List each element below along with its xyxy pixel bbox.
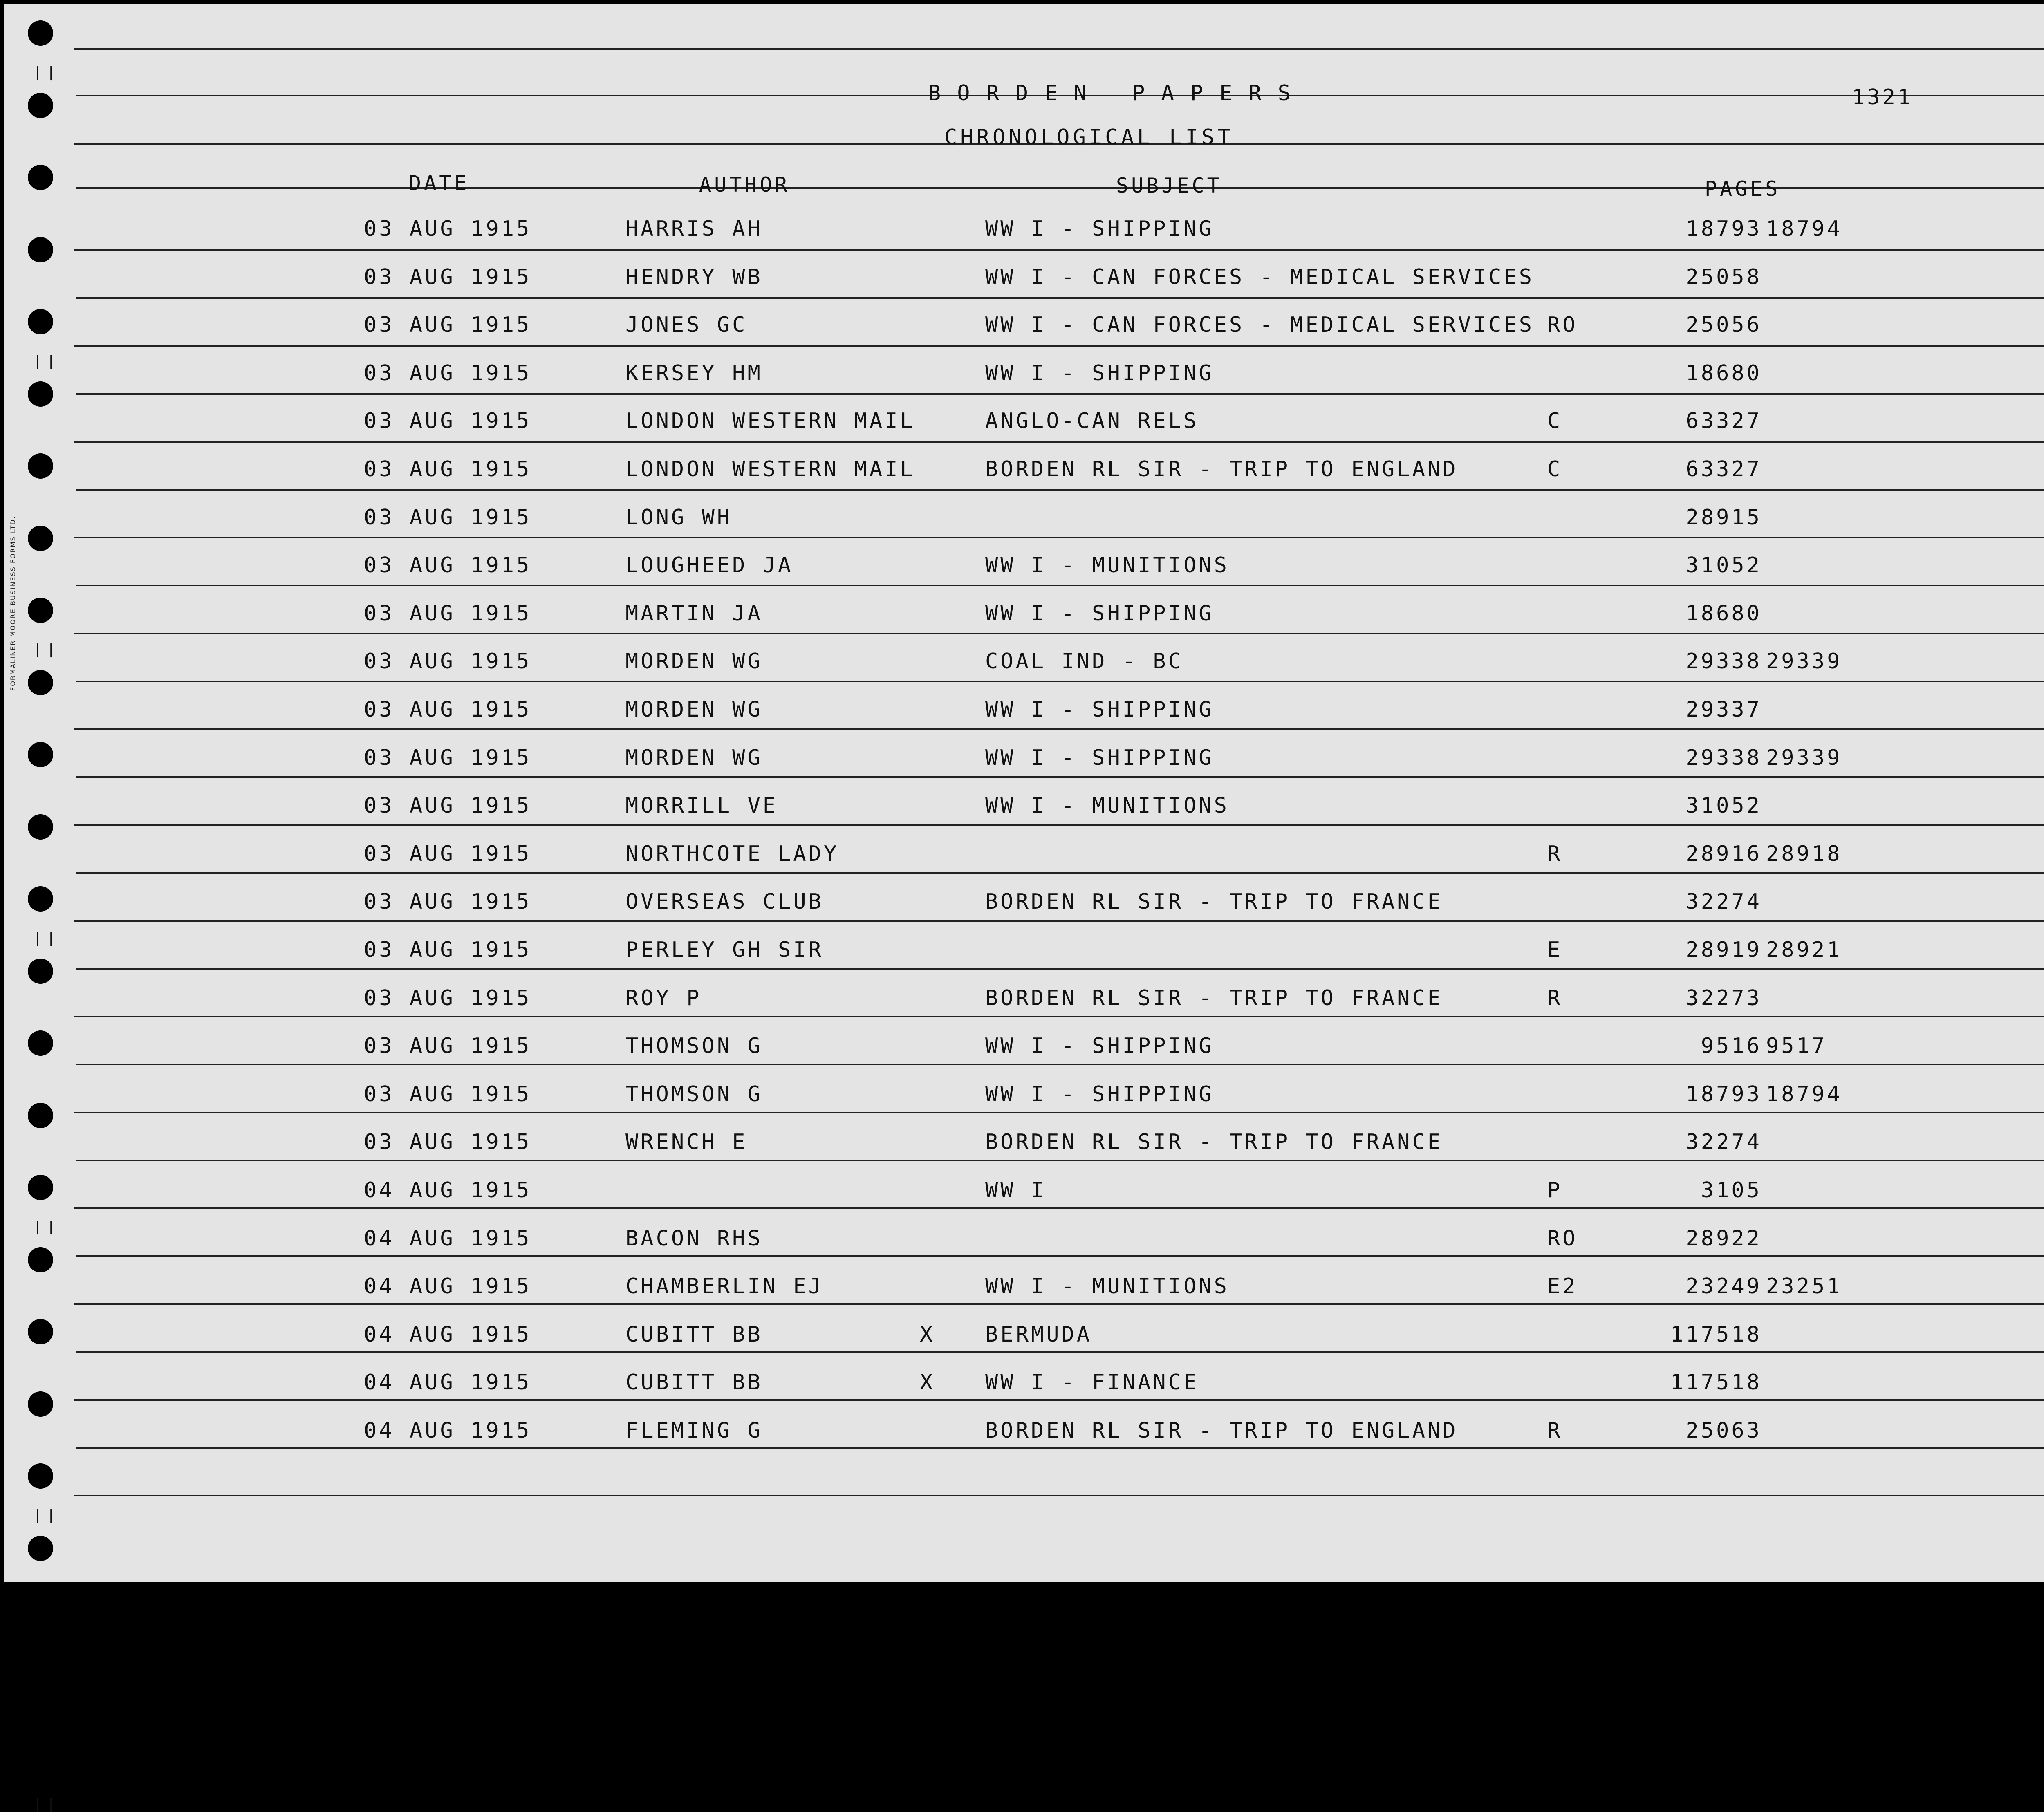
ruled-line (76, 585, 2044, 586)
row-code: E (1547, 938, 1563, 962)
row-author: LONDON WESTERN MAIL (625, 409, 915, 433)
row-code: E2 (1547, 1274, 1578, 1299)
row-page-start: 28915 (1685, 505, 1762, 530)
row-page-start: 25063 (1685, 1418, 1762, 1443)
ruled-line (76, 1255, 2044, 1257)
column-header-date: DATE (409, 171, 470, 195)
list-title: CHRONOLOGICAL LIST (944, 125, 1234, 150)
feed-hole (28, 598, 53, 623)
feed-hole (28, 886, 53, 912)
row-subject: WW I - SHIPPING (985, 1034, 1214, 1058)
ruled-line (76, 968, 2044, 970)
feed-hole (28, 1247, 53, 1272)
row-date: 03 AUG 1915 (364, 986, 532, 1010)
row-author: LONDON WESTERN MAIL (625, 457, 915, 482)
row-subject: BORDEN RL SIR - TRIP TO ENGLAND (985, 457, 1458, 482)
page-number: 1321 (1852, 85, 1913, 110)
alignment-tick: ❘❘ (32, 1218, 58, 1235)
feed-hole (28, 309, 53, 334)
row-author: MORDEN WG (625, 649, 763, 674)
row-date: 04 AUG 1915 (364, 1274, 532, 1299)
feed-hole (28, 1391, 53, 1417)
row-subject: BERMUDA (985, 1322, 1092, 1347)
row-author: LONG WH (625, 505, 733, 530)
row-subject: BORDEN RL SIR - TRIP TO FRANCE (985, 889, 1443, 914)
alignment-tick: ❘❘ (32, 641, 58, 658)
row-subject: WW I - SHIPPING (985, 217, 1214, 241)
ruled-line (76, 1064, 2044, 1065)
ruled-line (74, 345, 2044, 347)
row-page-start: 25058 (1685, 265, 1762, 289)
row-page-start: 63327 (1685, 457, 1762, 482)
feed-hole (28, 93, 53, 118)
row-subject: WW I - MUNITIONS (985, 1274, 1229, 1299)
row-page-start: 117518 (1670, 1322, 1762, 1347)
ruled-line (76, 489, 2044, 491)
row-code: R (1547, 986, 1563, 1010)
ruled-line (74, 1399, 2044, 1401)
row-author: KERSEY HM (625, 361, 763, 385)
ruled-line (74, 48, 2044, 50)
row-date: 03 AUG 1915 (364, 1130, 532, 1154)
row-author: PERLEY GH SIR (625, 938, 824, 962)
row-author: MORRILL VE (625, 793, 778, 818)
row-subject: WW I - CAN FORCES - MEDICAL SERVICES (985, 265, 1535, 289)
alignment-tick: ❘❘ (32, 1796, 58, 1812)
row-date: 03 AUG 1915 (364, 553, 532, 578)
row-date: 03 AUG 1915 (364, 889, 532, 914)
alignment-tick: ❘❘ (32, 1507, 58, 1523)
ruled-line (74, 249, 2044, 251)
row-author: HENDRY WB (625, 265, 763, 289)
row-flag: X (920, 1322, 935, 1347)
feed-hole (28, 1175, 53, 1200)
row-author: CUBITT BB (625, 1370, 763, 1395)
row-date: 03 AUG 1915 (364, 842, 532, 866)
row-page-start: 28916 (1685, 842, 1762, 866)
row-date: 03 AUG 1915 (364, 313, 532, 337)
row-subject: BORDEN RL SIR - TRIP TO ENGLAND (985, 1418, 1458, 1443)
row-subject: WW I - CAN FORCES - MEDICAL SERVICES (985, 313, 1535, 337)
ruled-line (74, 441, 2044, 443)
row-author: FLEMING G (625, 1418, 763, 1443)
row-date: 03 AUG 1915 (364, 265, 532, 289)
row-page-end: 29339 (1766, 649, 1842, 674)
row-author: THOMSON G (625, 1034, 763, 1058)
row-subject: WW I - MUNITIONS (985, 793, 1229, 818)
feed-hole (28, 742, 53, 767)
row-author: OVERSEAS CLUB (625, 889, 824, 914)
ruled-line (76, 776, 2044, 778)
row-date: 04 AUG 1915 (364, 1322, 532, 1347)
row-date: 04 AUG 1915 (364, 1226, 532, 1251)
row-date: 03 AUG 1915 (364, 1034, 532, 1058)
feed-hole (28, 1030, 53, 1056)
row-date: 03 AUG 1915 (364, 938, 532, 962)
row-page-start: 28919 (1685, 938, 1762, 962)
feed-hole (28, 526, 53, 551)
row-page-start: 18680 (1685, 361, 1762, 385)
column-header-author: AUTHOR (699, 173, 790, 197)
row-page-start: 18793 (1685, 217, 1762, 241)
row-page-start: 25056 (1685, 313, 1762, 337)
row-page-end: 9517 (1766, 1034, 1827, 1058)
row-subject: WW I (985, 1178, 1047, 1203)
row-page-end: 23251 (1766, 1274, 1842, 1299)
row-date: 04 AUG 1915 (364, 1370, 532, 1395)
feed-hole (28, 20, 53, 46)
row-code: C (1547, 457, 1563, 482)
alignment-tick: ❘❘ (32, 353, 58, 369)
alignment-tick: ❘❘ (32, 64, 58, 81)
feed-hole (28, 1103, 53, 1128)
row-page-end: 29339 (1766, 746, 1842, 770)
feed-hole (28, 1536, 53, 1561)
feed-hole (28, 1319, 53, 1344)
ruled-line (74, 1016, 2044, 1017)
row-page-start: 18680 (1685, 601, 1762, 626)
row-code: R (1547, 842, 1563, 866)
row-page-start: 63327 (1685, 409, 1762, 433)
ruled-line (74, 1207, 2044, 1209)
row-author: ROY P (625, 986, 702, 1010)
printout-sheet (4, 4, 2044, 1812)
ruled-line (76, 1351, 2044, 1353)
column-header-subject: SUBJECT (1116, 174, 1222, 197)
row-date: 03 AUG 1915 (364, 649, 532, 674)
row-subject: COAL IND - BC (985, 649, 1183, 674)
row-code: RO (1547, 1226, 1578, 1251)
row-author: MORDEN WG (625, 697, 763, 722)
row-date: 03 AUG 1915 (364, 1082, 532, 1106)
row-code: RO (1547, 313, 1578, 337)
feed-hole (28, 814, 53, 840)
row-page-start: 29337 (1685, 697, 1762, 722)
feed-hole (28, 670, 53, 695)
row-page-start: 32274 (1685, 889, 1762, 914)
feed-hole (28, 453, 53, 479)
row-author: MORDEN WG (625, 746, 763, 770)
row-page-start: 29338 (1685, 649, 1762, 674)
row-subject: WW I - SHIPPING (985, 361, 1214, 385)
row-author: LOUGHEED JA (625, 553, 793, 578)
row-page-start: 23249 (1685, 1274, 1762, 1299)
ruled-line (76, 1160, 2044, 1161)
feed-hole (28, 381, 53, 407)
ruled-line (76, 681, 2044, 682)
row-page-start: 117518 (1670, 1370, 1762, 1395)
row-subject: BORDEN RL SIR - TRIP TO FRANCE (985, 1130, 1443, 1154)
ruled-line (74, 920, 2044, 922)
row-author: WRENCH E (625, 1130, 748, 1154)
row-flag: X (920, 1370, 935, 1395)
feed-hole (28, 237, 53, 262)
column-header-pages: PAGES (1705, 177, 1781, 201)
feed-hole (28, 959, 53, 984)
row-author: JONES GC (625, 313, 748, 337)
row-author: HARRIS AH (625, 217, 763, 241)
row-author: BACON RHS (625, 1226, 763, 1251)
row-page-start: 28922 (1685, 1226, 1762, 1251)
row-date: 03 AUG 1915 (364, 457, 532, 482)
ruled-line (74, 633, 2044, 634)
row-page-end: 18794 (1766, 1082, 1842, 1106)
row-subject: BORDEN RL SIR - TRIP TO FRANCE (985, 986, 1443, 1010)
row-page-start: 29338 (1685, 746, 1762, 770)
ruled-line (74, 824, 2044, 826)
row-date: 03 AUG 1915 (364, 697, 532, 722)
row-code: P (1547, 1178, 1563, 1203)
row-page-start: 32273 (1685, 986, 1762, 1010)
feed-hole (28, 1463, 53, 1489)
margin-imprint: FORMALINER MOORE BUSINESS FORMS LTD. (9, 516, 17, 691)
row-page-start: 31052 (1685, 553, 1762, 578)
ruled-line (76, 1447, 2044, 1449)
row-author: MARTIN JA (625, 601, 763, 626)
row-subject: WW I - MUNITIONS (985, 553, 1229, 578)
row-date: 03 AUG 1915 (364, 505, 532, 530)
row-author: CHAMBERLIN EJ (625, 1274, 824, 1299)
row-date: 04 AUG 1915 (364, 1418, 532, 1443)
ruled-line (74, 1112, 2044, 1113)
ruled-line (74, 1303, 2044, 1305)
ruled-line (74, 537, 2044, 538)
ruled-line (74, 728, 2044, 730)
row-subject: WW I - SHIPPING (985, 697, 1214, 722)
collection-title: BORDEN PAPERS (928, 81, 1307, 105)
row-date: 03 AUG 1915 (364, 746, 532, 770)
row-date: 03 AUG 1915 (364, 361, 532, 385)
row-code: C (1547, 409, 1563, 433)
ruled-line (76, 297, 2044, 299)
row-page-end: 28921 (1766, 938, 1842, 962)
row-author: NORTHCOTE LADY (625, 842, 839, 866)
ruled-line (74, 1495, 2044, 1496)
row-page-start: 32274 (1685, 1130, 1762, 1154)
row-date: 03 AUG 1915 (364, 217, 532, 241)
row-subject: ANGLO-CAN RELS (985, 409, 1199, 433)
row-date: 03 AUG 1915 (364, 793, 532, 818)
row-subject: WW I - SHIPPING (985, 746, 1214, 770)
row-date: 03 AUG 1915 (364, 601, 532, 626)
ruled-line (76, 393, 2044, 395)
row-date: 03 AUG 1915 (364, 409, 532, 433)
row-page-start: 31052 (1685, 793, 1762, 818)
row-page-end: 28918 (1766, 842, 1842, 866)
row-page-start: 3105 (1701, 1178, 1762, 1203)
feed-hole (28, 165, 53, 190)
alignment-tick: ❘❘ (32, 930, 58, 946)
row-page-end: 18794 (1766, 217, 1842, 241)
row-author: CUBITT BB (625, 1322, 763, 1347)
row-subject: WW I - SHIPPING (985, 1082, 1214, 1106)
ruled-line (76, 872, 2044, 874)
row-author: THOMSON G (625, 1082, 763, 1106)
row-subject: WW I - SHIPPING (985, 601, 1214, 626)
row-page-start: 9516 (1701, 1034, 1762, 1058)
row-page-start: 18793 (1685, 1082, 1762, 1106)
row-subject: WW I - FINANCE (985, 1370, 1199, 1395)
row-code: R (1547, 1418, 1563, 1443)
row-date: 04 AUG 1915 (364, 1178, 532, 1203)
